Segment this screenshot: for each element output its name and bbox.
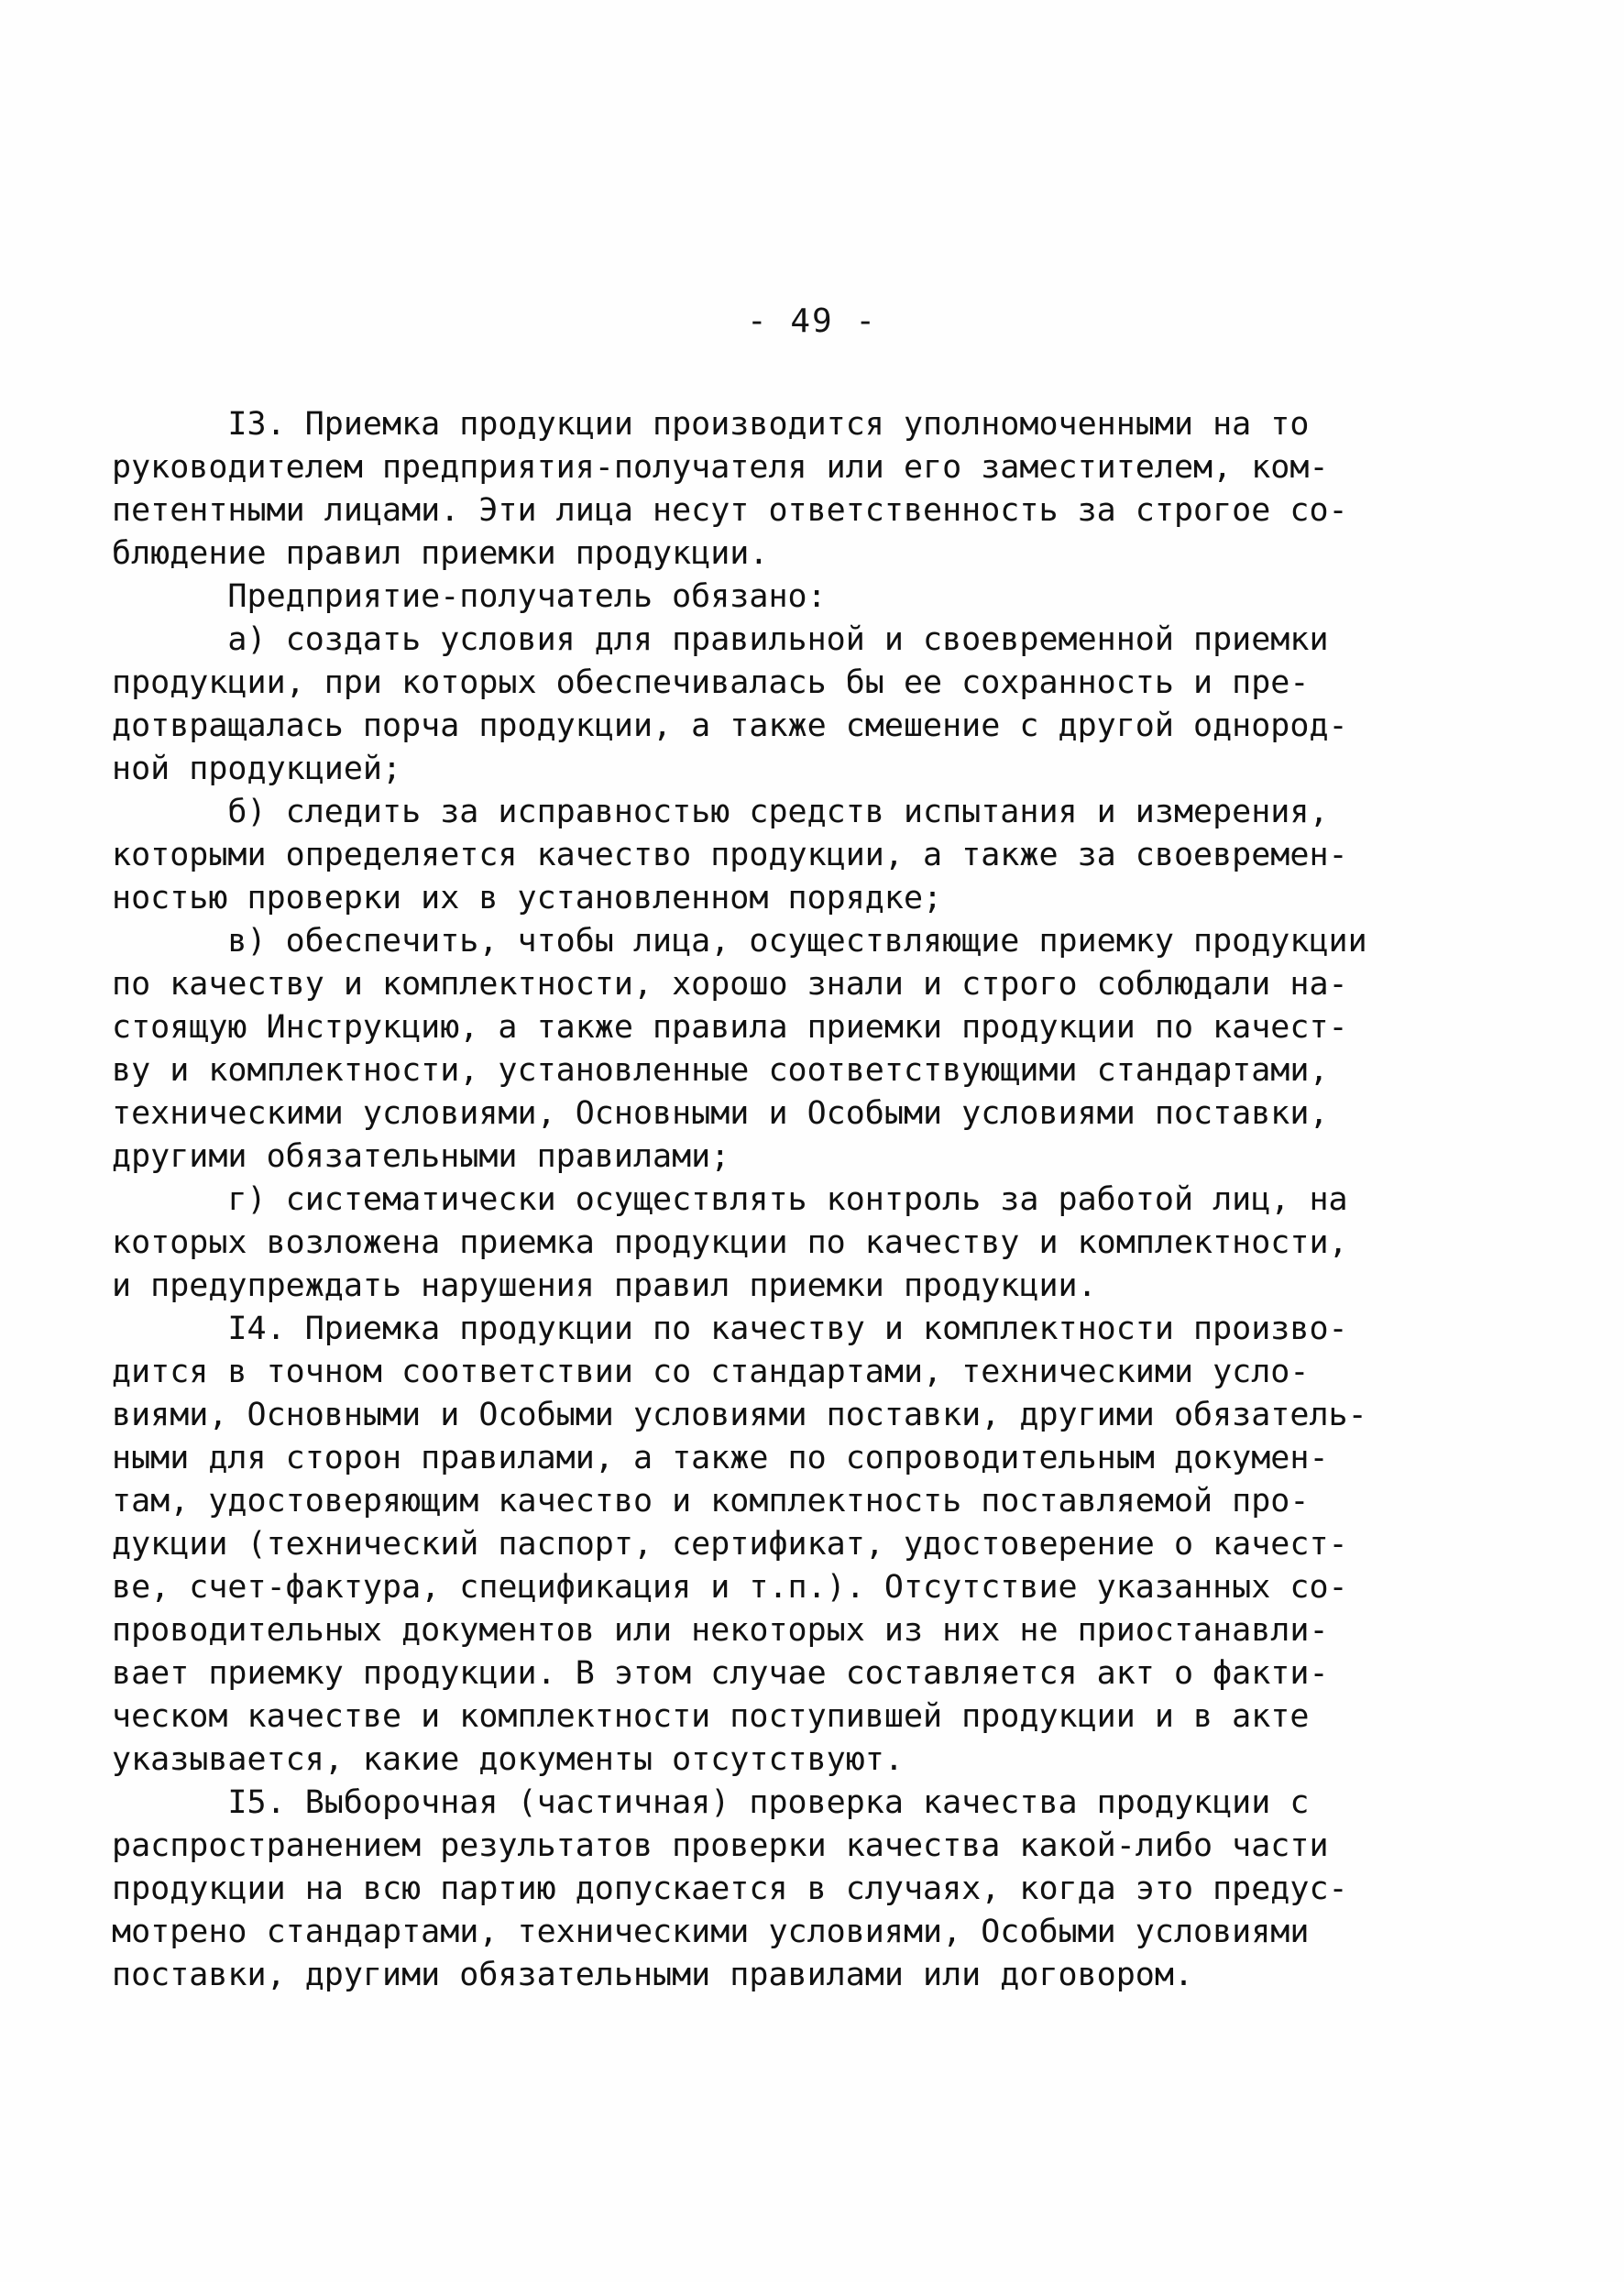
text-line: по качеству и комплектности, хорошо знали и строго соблюдали на- — [112, 966, 1348, 1003]
text-line: руководителем предприятия-получателя или его заместителем, ком- — [112, 449, 1329, 486]
text-line: ву и комплектности, установленные соответствующими стандартами, — [112, 1052, 1329, 1089]
text-line: ной продукцией; — [112, 751, 402, 787]
text-line: вает приемку продукции. В этом случае составляется акт о факти- — [112, 1655, 1329, 1692]
text-line: там, удостоверяющим качество и комплектность поставляемой про- — [112, 1483, 1310, 1520]
text-line: проводительных документов или некоторых из них не приостанавли- — [112, 1612, 1329, 1649]
text-line: блюдение правил приемки продукции. — [112, 535, 769, 572]
text-line: виями, Основными и Особыми условиями поставки, другими обязатель- — [112, 1397, 1367, 1433]
text-line: б) следить за исправностью средств испытания и измерения, — [112, 794, 1329, 830]
text-line: которых возложена приемка продукции по качеству и комплектности, — [112, 1224, 1348, 1261]
text-line: техническими условиями, Основными и Особыми условиями поставки, — [112, 1095, 1329, 1132]
text-line: дукции (технический паспорт, сертификат, удостоверение о качест- — [112, 1526, 1348, 1563]
text-line: Предприятие-получатель обязано: — [112, 578, 827, 615]
text-line: I4. Приемка продукции по качеству и комплектности произво- — [112, 1311, 1348, 1347]
text-line: а) создать условия для правильной и своевременной приемки — [112, 621, 1329, 658]
text-line: ве, счет-фактура, спецификация и т.п.). Отсутствие указанных со- — [112, 1569, 1348, 1606]
text-line: распространением результатов проверки качества какой-либо части — [112, 1827, 1329, 1864]
text-line: в) обеспечить, чтобы лица, осуществляющие приемку продукции — [112, 923, 1367, 960]
text-line: ными для сторон правилами, а также по сопроводительным докумен- — [112, 1440, 1329, 1476]
text-line: I3. Приемка продукции производится уполномоченными на то — [112, 406, 1310, 443]
page-number: - 49 - — [746, 302, 878, 340]
text-line: продукции, при которых обеспечивалась бы ее сохранность и пре- — [112, 664, 1310, 701]
text-line: I5. Выборочная (частичная) проверка качества продукции с — [112, 1784, 1310, 1821]
body-text — [112, 403, 1367, 1997]
text-line: стоящую Инструкцию, а также правила приемки продукции по качест- — [112, 1009, 1348, 1046]
text-line: продукции на всю партию допускается в случаях, когда это предус- — [112, 1871, 1348, 1907]
text-line: дится в точном соответствии со стандартами, техническими усло- — [112, 1354, 1310, 1390]
text-line: поставки, другими обязательными правилами или договором. — [112, 1957, 1194, 1993]
text-line: указывается, какие документы отсутствуют. — [112, 1741, 904, 1778]
text-line: ческом качестве и комплектности поступившей продукции и в акте — [112, 1698, 1310, 1735]
text-line: дотвращалась порча продукции, а также смешение с другой однород- — [112, 708, 1348, 744]
text-line: петентными лицами. Эти лица несут ответственность за строгое со- — [112, 492, 1348, 529]
text-line: г) систематически осуществлять контроль за работой лиц, на — [112, 1181, 1348, 1218]
text-line: мотрено стандартами, техническими условиями, Особыми условиями — [112, 1914, 1310, 1950]
text-line: ностью проверки их в установленном порядке; — [112, 880, 943, 916]
text-line: и предупреждать нарушения правил приемки продукции. — [112, 1267, 1097, 1304]
text-line: которыми определяется качество продукции, а также за своевремен- — [112, 837, 1348, 873]
text-line: другими обязательными правилами; — [112, 1138, 730, 1175]
